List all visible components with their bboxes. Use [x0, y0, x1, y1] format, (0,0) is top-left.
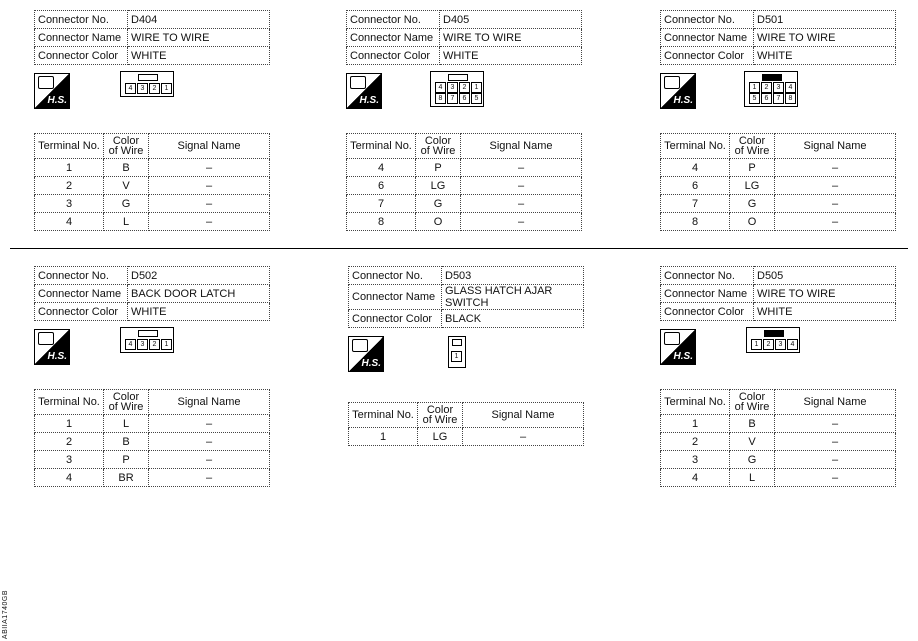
terminal-number: 2 [661, 433, 730, 451]
terminal-header-row [349, 403, 584, 428]
wire-color-header: Color of Wire [104, 134, 149, 159]
info-row [35, 11, 270, 29]
connector-face-diagram [746, 327, 800, 353]
signal-name: – [461, 213, 582, 231]
info-row [35, 267, 270, 285]
pin-row [749, 93, 797, 104]
table-row [35, 433, 270, 451]
signal-name-header: Signal Name [461, 134, 582, 159]
signal-name-header: Signal Name [149, 134, 270, 159]
signal-name: – [149, 159, 270, 177]
info-value: D502 [128, 267, 270, 285]
info-row [661, 29, 896, 47]
connector-info-table [348, 266, 584, 328]
signal-name: – [775, 451, 896, 469]
info-value: D503 [442, 267, 584, 285]
terminal-table [34, 133, 270, 231]
connector-figure-row [348, 328, 584, 402]
table-row [349, 428, 584, 446]
wire-color-header: Color of Wire [418, 403, 463, 428]
info-value: D404 [128, 11, 270, 29]
info-value: WHITE [754, 303, 896, 321]
info-row [349, 310, 584, 328]
harness-side-label: H.S. [47, 351, 67, 362]
connector-figure-row [346, 65, 582, 133]
wire-color: P [104, 451, 149, 469]
signal-name: – [775, 213, 896, 231]
signal-name-header: Signal Name [149, 390, 270, 415]
wire-color-header: Color of Wire [104, 390, 149, 415]
pin-number: 1 [471, 82, 482, 93]
table-row [661, 177, 896, 195]
wire-color: G [730, 451, 775, 469]
connector-info-table [34, 10, 270, 65]
terminal-header-row [35, 134, 270, 159]
connector-glyph-icon [352, 339, 368, 352]
info-row [35, 29, 270, 47]
table-row [661, 469, 896, 487]
terminal-number: 8 [347, 213, 416, 231]
terminal-number: 4 [347, 159, 416, 177]
info-value: BACK DOOR LATCH [128, 285, 270, 303]
pin-number: 1 [749, 82, 760, 93]
connector-latch [764, 330, 784, 337]
signal-name: – [149, 451, 270, 469]
info-value: WHITE [128, 303, 270, 321]
pin-number: 1 [161, 339, 172, 350]
info-value: BLACK [442, 310, 584, 328]
terminal-table [660, 389, 896, 487]
pin-number: 7 [773, 93, 784, 104]
terminal-header-row [661, 134, 896, 159]
table-row [35, 195, 270, 213]
info-label: Connector No. [661, 11, 754, 29]
connector-block-0 [34, 10, 270, 231]
terminal-number: 3 [661, 451, 730, 469]
table-row [347, 213, 582, 231]
pin-row [749, 82, 797, 93]
terminal-header-row [35, 390, 270, 415]
info-row [35, 303, 270, 321]
info-label: Connector Name [661, 29, 754, 47]
signal-name: – [461, 159, 582, 177]
signal-name: – [775, 195, 896, 213]
connector-info-table [346, 10, 582, 65]
info-label: Connector Color [661, 303, 754, 321]
terminal-number: 4 [661, 469, 730, 487]
info-label: Connector Name [349, 285, 442, 310]
signal-name: – [149, 195, 270, 213]
wire-color: P [730, 159, 775, 177]
pin-number: 3 [447, 82, 458, 93]
terminal-no-header: Terminal No. [35, 390, 104, 415]
pin-number: 4 [785, 82, 796, 93]
wire-color: L [730, 469, 775, 487]
terminal-number: 4 [661, 159, 730, 177]
pin-number: 2 [763, 339, 774, 350]
signal-name: – [149, 213, 270, 231]
info-value: WHITE [128, 47, 270, 65]
pin-row [451, 351, 463, 362]
pin-number: 4 [125, 339, 136, 350]
harness-side-icon [34, 73, 70, 109]
table-row [35, 177, 270, 195]
signal-name: – [149, 433, 270, 451]
connector-face-diagram [120, 71, 174, 97]
info-label: Connector No. [349, 267, 442, 285]
connector-glyph-icon [350, 76, 366, 89]
pin-number: 5 [471, 93, 482, 104]
connector-block-5 [660, 266, 896, 487]
table-row [661, 195, 896, 213]
pin-number: 2 [459, 82, 470, 93]
info-row [349, 285, 584, 310]
pin-number: 2 [761, 82, 772, 93]
info-row [347, 47, 582, 65]
wire-color-header: Color of Wire [730, 390, 775, 415]
pin-number: 2 [149, 339, 160, 350]
harness-side-label: H.S. [673, 95, 693, 106]
wire-color: P [416, 159, 461, 177]
connector-latch [138, 330, 158, 337]
table-row [661, 433, 896, 451]
connector-latch [138, 74, 158, 81]
pin-number: 4 [787, 339, 798, 350]
harness-side-icon [660, 73, 696, 109]
info-value: WIRE TO WIRE [128, 29, 270, 47]
info-row [349, 267, 584, 285]
connector-glyph-icon [38, 332, 54, 345]
info-value: D501 [754, 11, 896, 29]
section-divider [10, 248, 908, 249]
info-row [347, 11, 582, 29]
info-value: D505 [754, 267, 896, 285]
connector-info-table [660, 266, 896, 321]
table-row [661, 451, 896, 469]
wire-color-header: Color of Wire [416, 134, 461, 159]
table-row [35, 469, 270, 487]
info-label: Connector No. [347, 11, 440, 29]
terminal-no-header: Terminal No. [661, 390, 730, 415]
wire-color: G [730, 195, 775, 213]
pin-number: 1 [161, 83, 172, 94]
info-value: WIRE TO WIRE [754, 285, 896, 303]
signal-name: – [461, 195, 582, 213]
terminal-number: 2 [35, 177, 104, 195]
connector-block-4 [348, 266, 584, 446]
harness-side-label: H.S. [47, 95, 67, 106]
pin-number: 3 [137, 339, 148, 350]
signal-name: – [463, 428, 584, 446]
terminal-header-row [347, 134, 582, 159]
connector-block-2 [660, 10, 896, 231]
wire-color: V [730, 433, 775, 451]
signal-name: – [775, 433, 896, 451]
pin-number: 2 [149, 83, 160, 94]
connector-figure-row [660, 65, 896, 133]
signal-name: – [775, 177, 896, 195]
table-row [35, 415, 270, 433]
info-value: WIRE TO WIRE [440, 29, 582, 47]
signal-name: – [775, 469, 896, 487]
info-label: Connector Color [347, 47, 440, 65]
info-row [661, 285, 896, 303]
terminal-no-header: Terminal No. [35, 134, 104, 159]
terminal-number: 4 [35, 469, 104, 487]
connector-glyph-icon [664, 76, 680, 89]
info-row [35, 285, 270, 303]
info-label: Connector No. [35, 11, 128, 29]
terminal-number: 2 [35, 433, 104, 451]
info-row [661, 47, 896, 65]
wire-color: O [730, 213, 775, 231]
info-label: Connector No. [35, 267, 128, 285]
signal-name-header: Signal Name [463, 403, 584, 428]
terminal-number: 8 [661, 213, 730, 231]
terminal-no-header: Terminal No. [347, 134, 416, 159]
info-label: Connector Color [35, 47, 128, 65]
info-row [347, 29, 582, 47]
signal-name-header: Signal Name [775, 134, 896, 159]
wire-color: B [730, 415, 775, 433]
pin-number: 3 [775, 339, 786, 350]
connector-figure-row [34, 65, 270, 133]
wire-color: L [104, 415, 149, 433]
pin-number: 6 [459, 93, 470, 104]
table-row [661, 159, 896, 177]
terminal-table [660, 133, 896, 231]
connector-face-diagram [448, 336, 466, 368]
info-row [35, 47, 270, 65]
info-value: WHITE [754, 47, 896, 65]
wire-color: LG [418, 428, 463, 446]
figure-code: ABIIA1740GB [2, 590, 9, 640]
info-label: Connector Name [661, 285, 754, 303]
wire-color: L [104, 213, 149, 231]
wire-color-header: Color of Wire [730, 134, 775, 159]
table-row [35, 159, 270, 177]
pin-row [435, 82, 483, 93]
connector-figure-row [34, 321, 270, 389]
info-value: GLASS HATCH AJAR SWITCH [442, 285, 584, 310]
harness-side-label: H.S. [359, 95, 379, 106]
connector-latch [452, 339, 462, 346]
wire-color: B [104, 433, 149, 451]
signal-name: – [775, 159, 896, 177]
info-label: Connector Name [35, 285, 128, 303]
pin-number: 8 [435, 93, 446, 104]
info-label: Connector No. [661, 267, 754, 285]
terminal-number: 3 [35, 195, 104, 213]
terminal-table [346, 133, 582, 231]
connector-glyph-icon [38, 76, 54, 89]
pin-row [125, 83, 173, 94]
info-label: Connector Name [347, 29, 440, 47]
wire-color: BR [104, 469, 149, 487]
connector-block-1 [346, 10, 582, 231]
signal-name: – [149, 469, 270, 487]
terminal-number: 6 [661, 177, 730, 195]
info-label: Connector Name [35, 29, 128, 47]
info-label: Connector Color [661, 47, 754, 65]
table-row [35, 451, 270, 469]
pin-row [751, 339, 799, 350]
info-row [661, 11, 896, 29]
connector-face-diagram [120, 327, 174, 353]
connector-latch [762, 74, 782, 81]
wire-color: B [104, 159, 149, 177]
info-value: D405 [440, 11, 582, 29]
terminal-no-header: Terminal No. [661, 134, 730, 159]
wire-color: O [416, 213, 461, 231]
signal-name: – [149, 415, 270, 433]
table-row [661, 213, 896, 231]
terminal-number: 4 [35, 213, 104, 231]
info-row [661, 267, 896, 285]
terminal-number: 1 [35, 415, 104, 433]
table-row [347, 159, 582, 177]
info-value: WIRE TO WIRE [754, 29, 896, 47]
pin-number: 4 [125, 83, 136, 94]
signal-name: – [149, 177, 270, 195]
info-label: Connector Color [349, 310, 442, 328]
harness-side-icon [34, 329, 70, 365]
wire-color: V [104, 177, 149, 195]
wire-color: LG [416, 177, 461, 195]
connector-info-table [34, 266, 270, 321]
connector-figure-row [660, 321, 896, 389]
harness-side-label: H.S. [361, 358, 381, 369]
pin-number: 1 [751, 339, 762, 350]
table-row [35, 213, 270, 231]
info-row [661, 303, 896, 321]
terminal-number: 7 [347, 195, 416, 213]
harness-side-label: H.S. [673, 351, 693, 362]
pin-number: 3 [773, 82, 784, 93]
wire-color: G [104, 195, 149, 213]
terminal-header-row [661, 390, 896, 415]
pin-row [435, 93, 483, 104]
table-row [661, 415, 896, 433]
terminal-table [348, 402, 584, 446]
terminal-number: 7 [661, 195, 730, 213]
terminal-number: 3 [35, 451, 104, 469]
info-label: Connector Color [35, 303, 128, 321]
table-row [347, 177, 582, 195]
connector-face-diagram [430, 71, 484, 107]
harness-side-icon [660, 329, 696, 365]
wire-color: LG [730, 177, 775, 195]
harness-side-icon [346, 73, 382, 109]
pin-number: 1 [451, 351, 462, 362]
terminal-table [34, 389, 270, 487]
terminal-number: 1 [661, 415, 730, 433]
pin-number: 3 [137, 83, 148, 94]
connector-glyph-icon [664, 332, 680, 345]
terminal-number: 1 [349, 428, 418, 446]
signal-name: – [461, 177, 582, 195]
wire-color: G [416, 195, 461, 213]
signal-name: – [775, 415, 896, 433]
table-row [347, 195, 582, 213]
connector-face-diagram [744, 71, 798, 107]
pin-number: 4 [435, 82, 446, 93]
pin-row [125, 339, 173, 350]
terminal-no-header: Terminal No. [349, 403, 418, 428]
pin-number: 6 [761, 93, 772, 104]
info-value: WHITE [440, 47, 582, 65]
connector-block-3 [34, 266, 270, 487]
connector-latch [448, 74, 468, 81]
connector-info-table [660, 10, 896, 65]
terminal-number: 1 [35, 159, 104, 177]
signal-name-header: Signal Name [775, 390, 896, 415]
harness-side-icon [348, 336, 384, 372]
terminal-number: 6 [347, 177, 416, 195]
pin-number: 8 [785, 93, 796, 104]
pin-number: 5 [749, 93, 760, 104]
pin-number: 7 [447, 93, 458, 104]
